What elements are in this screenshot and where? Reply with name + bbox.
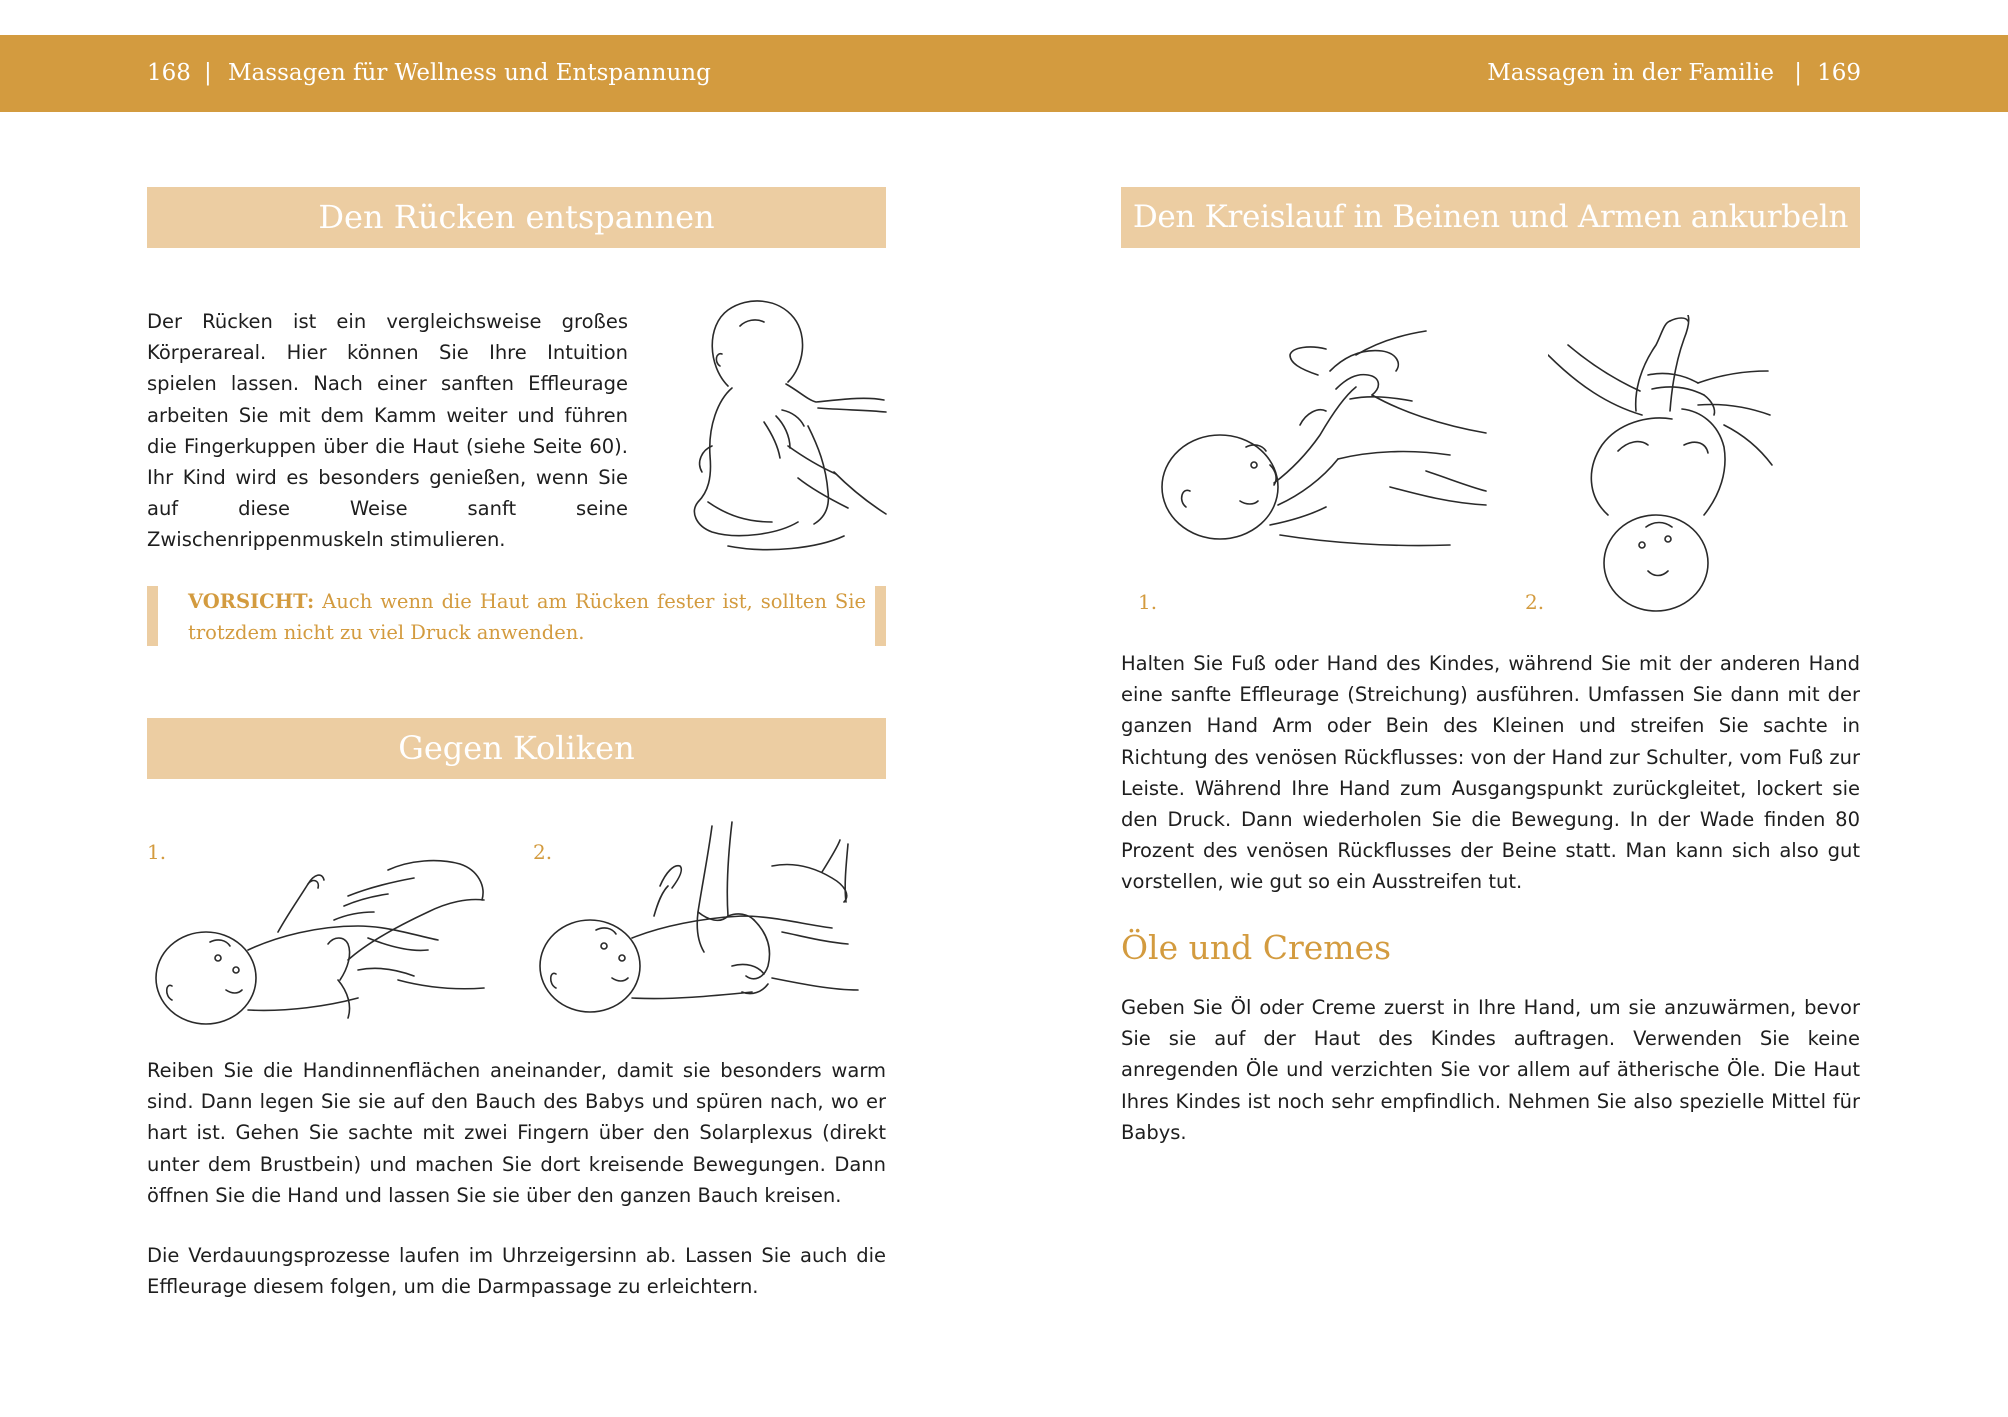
illustration-colic-step-1 — [148, 830, 488, 1030]
text-koliken-1: Reiben Sie die Handinnenflächen aneinander, damit sie besonders warm sind. Dann legen Sie sie auf den Bauch des Babys und spüren nach, wo er hart ist. Gehen Sie sachte mit zwei Fingern über den Solarplexus (direkt unter dem Brustbein) und machen Sie dort kreisende Bewegungen. Dann öffnen Sie die Hand und lassen Sie sie über den ganzen Bauch kreisen. — [147, 1059, 886, 1207]
caution-box — [147, 586, 886, 646]
left-chapter-title: Massagen für Wellness und Entspannung — [228, 60, 711, 86]
running-header — [0, 35, 2008, 112]
text-koliken-2: Die Verdauungsprozesse laufen im Uhrzeigersinn ab. Lassen Sie auch die Effleurage diesem folgen, um die Darmpassage zu erleichtern. — [147, 1244, 886, 1299]
caution-label: VORSICHT: — [188, 590, 315, 613]
caution-text — [188, 586, 866, 648]
left-page-number: 168 — [147, 60, 191, 86]
heading-oele: Öle und Cremes — [1121, 928, 1392, 967]
text-ruecken: Der Rücken ist ein vergleichsweise großes Körperareal. Hier können Sie Ihre Intuition spielen lassen. Nach einer sanften Effleurage arbeiten Sie mit dem Kamm weiter und führen die Fingerkuppen über die Haut (siehe Seite 60). Ihr Kind wird es besonders genießen, wenn Sie auf diese Weise sanft seine Zwischenrippenmuskeln stimulieren. — [147, 310, 628, 552]
text-kreislauf: Halten Sie Fuß oder Hand des Kindes, während Sie mit der anderen Hand eine sanfte Effleurage (Streichung) ausführen. Umfassen Sie dann mit der ganzen Hand Arm oder Bein des Kleinen und streifen Sie sachte in Richtung des venösen Rückflusses: von der Hand zur Schulter, vom Fuß zur Leiste. Während Ihre Hand zum Ausgangspunkt zurückgleitet, lockert sie den Druck. Dann wiederholen Sie die Bewegung. In der Wade finden 80 Prozent des venösen Rückflusses der Beine statt. Man kann sich also gut vorstellen, wie gut so ein Ausstreifen tut. — [1121, 652, 1860, 894]
illustration-arm-massage — [1150, 315, 1490, 585]
kreislauf-step-2-number: 2. — [1525, 590, 1545, 614]
caution-body: Auch wenn die Haut am Rücken fester ist, sollten Sie trotzdem nicht zu viel Druck anwenden. — [188, 590, 866, 645]
right-chapter-title: Massagen in der Familie — [1487, 60, 1774, 86]
illustration-back-massage — [668, 296, 890, 554]
header-separator-left: | — [204, 60, 212, 86]
koliken-step-1-number: 1. — [147, 840, 167, 864]
kreislauf-step-1-number: 1. — [1138, 590, 1158, 614]
heading-ruecken: Den Rücken entspannen — [147, 187, 886, 248]
illustration-leg-massage — [1548, 315, 1778, 615]
heading-koliken: Gegen Koliken — [147, 718, 886, 779]
illustration-colic-step-2 — [532, 816, 862, 1026]
heading-kreislauf: Den Kreislauf in Beinen und Armen ankurbeln — [1121, 187, 1860, 248]
header-separator-right: | — [1794, 60, 1802, 86]
koliken-step-2-number: 2. — [533, 840, 553, 864]
text-oele: Geben Sie Öl oder Creme zuerst in Ihre Hand, um sie anzuwärmen, bevor Sie sie auf der Haut des Kindes auftragen. Verwenden Sie keine anregenden Öle und verzichten Sie vor allem auf ätherische Öle. Die Haut Ihres Kindes ist noch sehr empfindlich. Nehmen Sie also spezielle Mittel für Babys. — [1121, 996, 1860, 1144]
right-page-number: 169 — [1817, 60, 1861, 86]
